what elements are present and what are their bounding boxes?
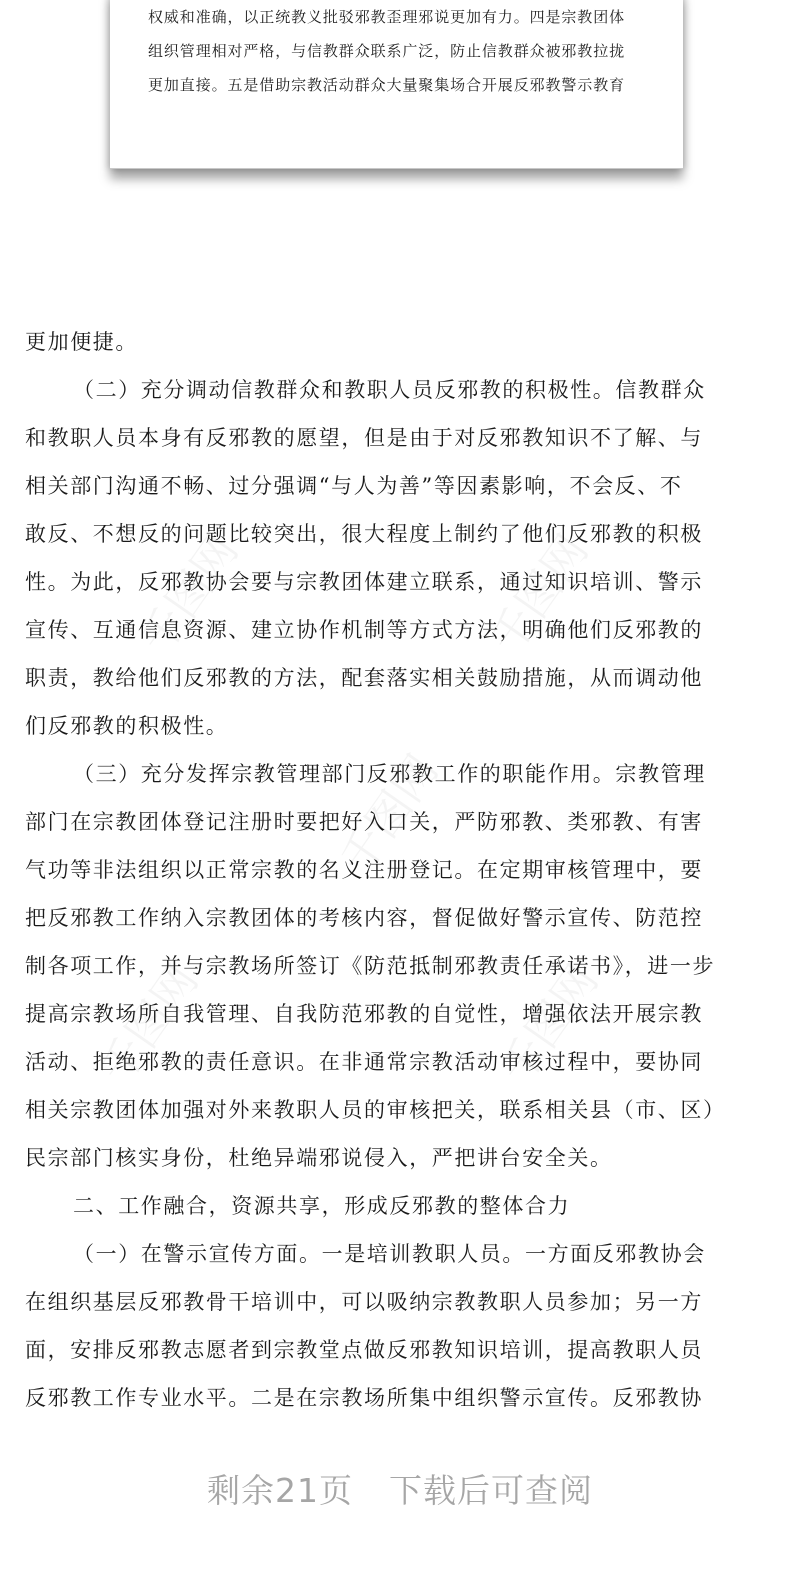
doc-line: 敢反、不想反的问题比较突出，很大程度上制约了他们反邪教的积极 <box>25 522 703 546</box>
doc-line: 更加便捷。 <box>25 330 138 354</box>
doc-line: 提高宗教场所自我管理、自我防范邪教的自觉性，增强依法开展宗教 <box>25 1002 703 1026</box>
preview-line: 更加直接。五是借助宗教活动群众大量聚集场合开展反邪教警示教育 <box>148 76 626 94</box>
doc-line: 职责，教给他们反邪教的方法，配套落实相关鼓励措施，从而调动他 <box>25 666 703 690</box>
document-body <box>25 318 777 1422</box>
doc-line: 活动、拒绝邪教的责任意识。在非通常宗教活动审核过程中，要协同 <box>25 1050 703 1074</box>
doc-line: 面，安排反邪教志愿者到宗教堂点做反邪教知识培训，提高教职人员 <box>25 1338 703 1362</box>
doc-line: 们反邪教的积极性。 <box>25 714 229 738</box>
preview-text <box>148 0 648 102</box>
doc-line: 把反邪教工作纳入宗教团体的考核内容，督促做好警示宣传、防范控 <box>25 906 703 930</box>
doc-line: 相关部门沟通不畅、过分强调“与人为善”等因素影响，不会反、不 <box>25 474 683 498</box>
remaining-pages-count: 剩余21页 <box>207 1471 353 1510</box>
doc-line: 宣传、互通信息资源、建立协作机制等方式方法，明确他们反邪教的 <box>25 618 703 642</box>
doc-line: 性。为此，反邪教协会要与宗教团体建立联系，通过知识培训、警示 <box>25 570 703 594</box>
remaining-pages-banner[interactable] <box>0 1465 800 1512</box>
doc-line: 部门在宗教团体登记注册时要把好入口关，严防邪教、类邪教、有害 <box>25 810 703 834</box>
doc-line: 反邪教工作专业水平。二是在宗教场所集中组织警示宣传。反邪教协 <box>25 1386 703 1410</box>
preview-line: 组织管理相对严格，与信教群众联系广泛，防止信教群众被邪教拉拢 <box>148 42 626 60</box>
doc-line: 制各项工作，并与宗教场所签订《防范抵制邪教责任承诺书》，进一步 <box>25 954 716 978</box>
doc-line: 和教职人员本身有反邪教的愿望，但是由于对反邪教知识不了解、与 <box>25 426 703 450</box>
paragraph-start: （一）在警示宣传方面。一是培训教职人员。一方面反邪教协会 <box>73 1242 706 1266</box>
previous-page-preview <box>110 0 683 169</box>
doc-line: 气功等非法组织以正常宗教的名义注册登记。在定期审核管理中，要 <box>25 858 703 882</box>
download-hint: 下载后可查阅 <box>389 1471 593 1510</box>
doc-line: 民宗部门核实身份，杜绝异端邪说侵入，严把讲台安全关。 <box>25 1146 613 1170</box>
paragraph-start: （三）充分发挥宗教管理部门反邪教工作的职能作用。宗教管理 <box>73 762 706 786</box>
section-heading: 二、工作融合，资源共享，形成反邪教的整体合力 <box>73 1194 571 1218</box>
preview-line: 权威和准确，以正统教义批驳邪教歪理邪说更加有力。四是宗教团体 <box>148 8 626 26</box>
doc-line: 相关宗教团体加强对外来教职人员的审核把关，联系相关县（市、区） <box>25 1098 726 1122</box>
paragraph-start: （二）充分调动信教群众和教职人员反邪教的积极性。信教群众 <box>73 378 706 402</box>
doc-line: 在组织基层反邪教骨干培训中，可以吸纳宗教教职人员参加；另一方 <box>25 1290 703 1314</box>
